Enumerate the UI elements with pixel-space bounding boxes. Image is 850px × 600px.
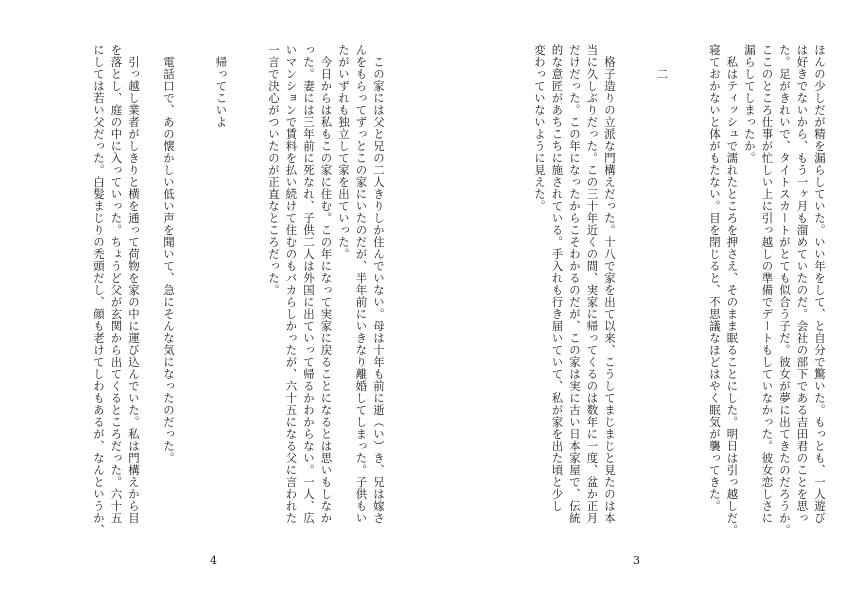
page-left-number: 4: [210, 554, 217, 567]
page-left-body-text: この家には父と兄の二人きりしか住んでいない。母は十年も前に逝（い）き、兄は嫁さ んをもらってずっとこの家にいたのだが、半年前にいきなり離婚してしまった。子供もい たがいずれも独立して家を出ていった。 今日からは私もこの家に住む。この年になって実家に戻ることになるとは思いもしなか った。妻には三年前に死なれ、子供二人は外国に出ていって帰るかわからない。一人、広 いマンションで賃料を払い続けて住むのもバカらしかったが、六十五になる父に言われた 一言で決心がついたのが正直なところだった。 帰ってこいよ 電話口で、あの懐かしい低い声を聞いて、急にそんな気になったのだった。 引っ越し業者がしきりと横を通って荷物を家の中に運び込んでいた。私は門構えから目 を落とし、庭の中に入っていった。ちょうど父が玄関から出てくるところだった。六十五 にしては若い父だった。白髪まじりの禿頭だし、顔も老けてしわもあるが、なんというか、: [92, 44, 386, 536]
page-right-number: 3: [633, 554, 640, 567]
page-right-body-text: ほんの少しだが精を漏らしていた。いい年をして、と自分で驚いた。もっとも、一人遊び は好きでないから、もう一ヶ月も溜めていたのだ。会社の部下である吉田君のことを思っ た。足がきれいで、タイトスカートがとても似合う子だ。彼女が夢に出てきたのだろうか。 ここのところ仕事が忙しい上に引っ越しの準備でデートもしていなかった。彼女恋しさに 漏らしてしまったか。 私はティッシュで濡れたところを押さえ、そのまま眠ることにした。明日は引っ越しだ。 寝ておかないと体がもたない。目を閉じると、不思議なほどはやく眠気が襲ってきた。 二 格子造りの立派な門構えだった。十八で家を出て以来、こうしてまじまじと見たのは本 当に久しぶりだった。この三十年近くの間、実家に帰ってくるのは数年に一度、盆か正月 だけだった。この年になったからこそわかるのだが、この家は実に古い日本家屋で、伝統 的な意匠があちこちに施されている。手入れも行き届いていて、私が家を出た頃と少し 変わっていないように見えた。: [533, 44, 827, 536]
page-right: [425, 0, 850, 600]
